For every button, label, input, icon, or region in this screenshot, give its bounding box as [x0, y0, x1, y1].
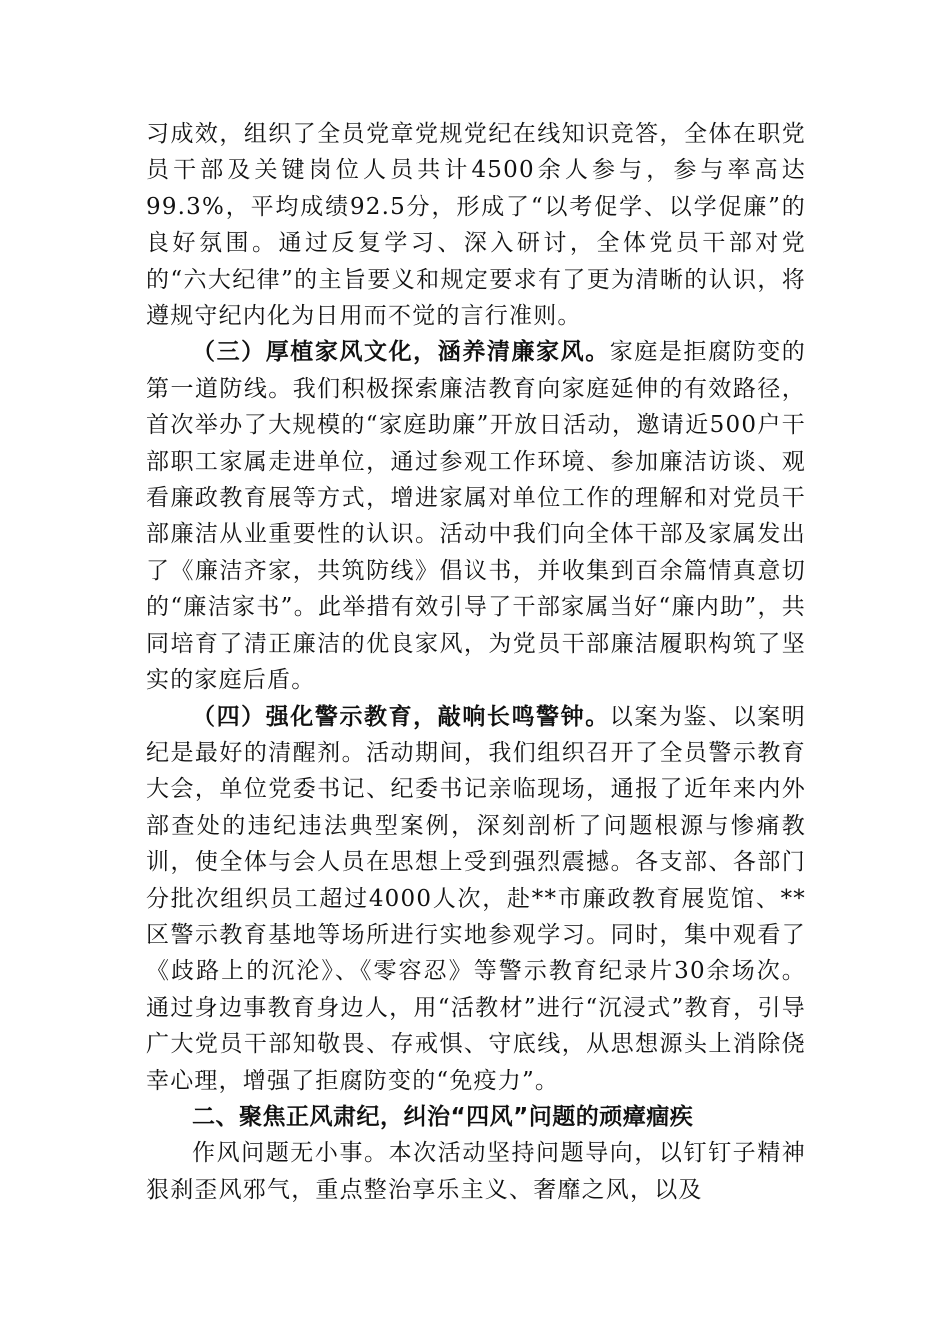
- part-2-heading: 二、聚焦正风肃纪，纠治“四风”问题的顽瘴痼疾: [192, 1103, 694, 1130]
- section-4-heading: （四）强化警示教育，敲响长鸣警钟。: [192, 702, 610, 730]
- paragraph-section-3: [146, 334, 806, 698]
- paragraph-continuation: 习成效，组织了全员党章党规党纪在线知识竞答，全体在职党员干部及关键岗位人员共计4500余人参与，参与率高达99.3%，平均成绩92.5分，形成了“以考促学、以学促廉”的良好氛围。通过反复学习、深入研讨，全体党员干部对党的“六大纪律”的主旨要义和规定要求有了更为清晰的认识，将遵规守纪内化为日用而不觉的言行准则。: [146, 121, 806, 330]
- document-page: [146, 116, 806, 1208]
- section-4-body: 以案为鉴、以案明纪是最好的清醒剂。活动期间，我们组织召开了全员警示教育大会，单位党委书记、纪委书记亲临现场，通报了近年来内外部查处的违纪违法典型案例，深刻剖析了问题根源与惨痛教训，使全体与会人员在思想上受到强烈震撼。各支部、各部门分批次组织员工超过4000人次，赴**市廉政教育展览馆、**区警示教育基地等场所进行实地参观学习。同时，集中观看了《歧路上的沉沦》、《零容忍》等警示教育纪录片30余场次。通过身边事教育身边人，用“活教材”进行“沉浸式”教育，引导广大党员干部知敬畏、存戒惧、守底线，从思想源头上消除侥幸心理，增强了拒腐防变的“免疫力”。: [146, 703, 806, 1094]
- paragraph-section-4: [146, 699, 806, 1099]
- section-3-heading: （三）厚植家风文化，涵养清廉家风。: [192, 338, 610, 366]
- paragraph-part-2: 作风问题无小事。本次活动坚持问题导向，以钉钉子精神狠刹歪风邪气，重点整治享乐主义、奢靡之风，以及: [146, 1140, 806, 1203]
- section-3-body: 家庭是拒腐防变的第一道防线。我们积极探索廉洁教育向家庭延伸的有效路径，首次举办了大规模的“家庭助廉”开放日活动，邀请近500户干部职工家属走进单位，通过参观工作环境、参加廉洁访谈、观看廉政教育展等方式，增进家属对单位工作的理解和对党员干部廉洁从业重要性的认识。活动中我们向全体干部及家属发出了《廉洁齐家，共筑防线》倡议书，并收集到百余篇情真意切的“廉洁家书”。此举措有效引导了干部家属当好“廉内助”，共同培育了清正廉洁的优良家风，为党员干部廉洁履职构筑了坚实的家庭后盾。: [146, 339, 806, 694]
